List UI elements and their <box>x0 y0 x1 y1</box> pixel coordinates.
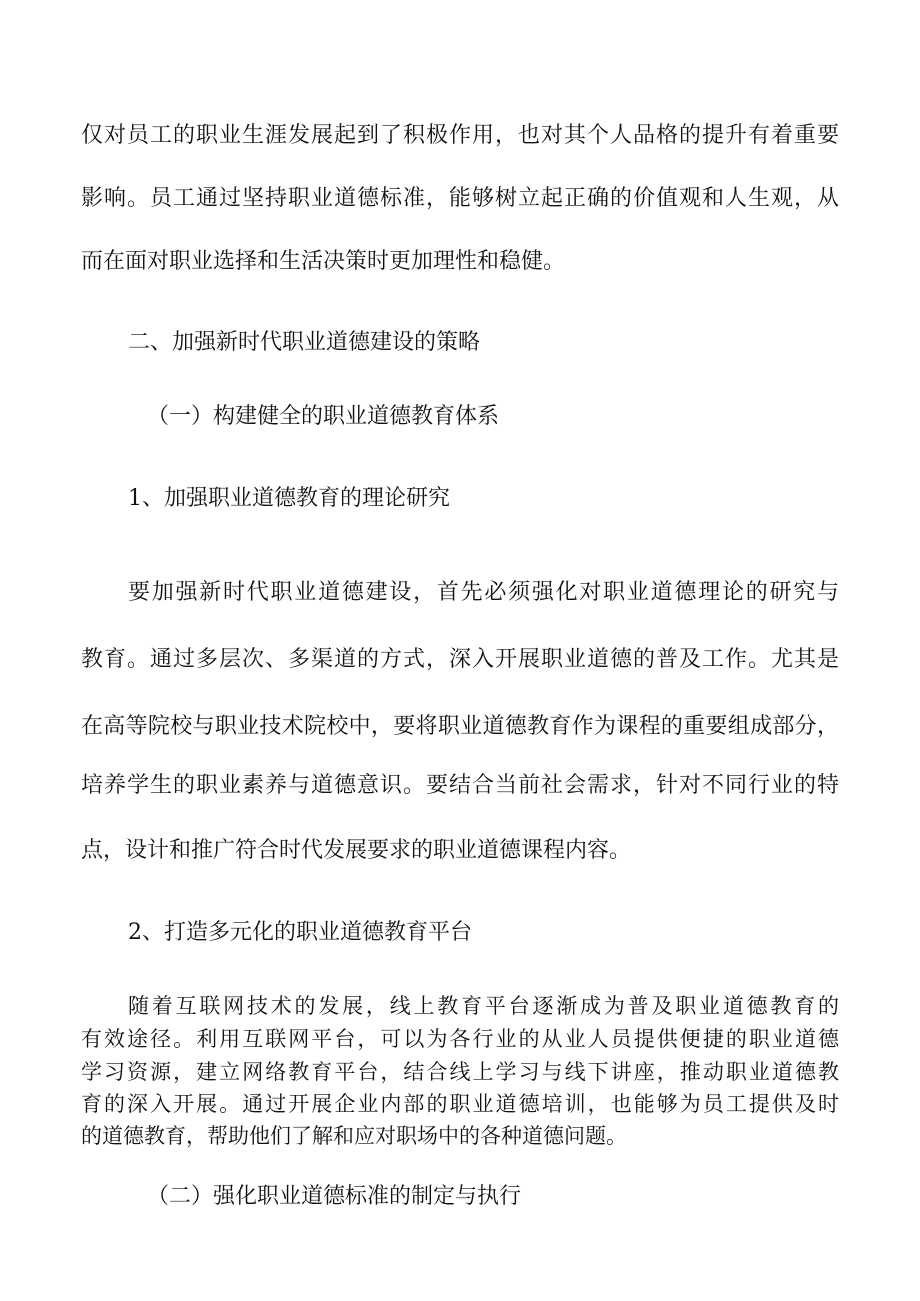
item-heading-2: 2、打造多元化的职业道德教育平台 <box>128 920 472 945</box>
item1-line-4: 培养学生的职业素养与道德意识。要结合当前社会需求，针对不同行业的特 <box>81 773 839 798</box>
item2-line-5: 的道德教育，帮助他们了解和应对职场中的各种道德问题。 <box>81 1124 627 1148</box>
item1-line-1: 要加强新时代职业道德建设，首先必须强化对职业道德理论的研究与 <box>128 580 839 605</box>
intro-line-1: 仅对员工的职业生涯发展起到了积极作用，也对其个人品格的提升有着重要 <box>81 123 839 148</box>
section-heading-2: 二、加强新时代职业道德建设的策略 <box>128 330 481 355</box>
item1-line-2: 教育。通过多层次、多渠道的方式，深入开展职业道德的普及工作。尤其是 <box>81 647 839 672</box>
item1-line-5: 点，设计和推广符合时代发展要求的职业道德课程内容。 <box>81 838 632 863</box>
item2-line-4: 育的深入开展。通过开展企业内部的职业道德培训，也能够为员工提供及时 <box>81 1092 839 1116</box>
item2-line-2: 有效途径。利用互联网平台，可以为各行业的从业人员提供便捷的职业道德 <box>81 1027 839 1051</box>
item-heading-1: 1、加强职业道德教育的理论研究 <box>128 486 450 511</box>
intro-line-2: 影响。员工通过坚持职业道德标准，能够树立起正确的价值观和人生观，从 <box>81 186 839 211</box>
subsection-heading-2: （二）强化职业道德标准的制定与执行 <box>147 1184 522 1209</box>
item2-line-3: 学习资源，建立网络教育平台，结合线上学习与线下讲座，推动职业道德教 <box>81 1060 839 1084</box>
intro-line-3: 而在面对职业选择和生活决策时更加理性和稳健。 <box>81 249 566 274</box>
subsection-heading-1: （一）构建健全的职业道德教育体系 <box>147 404 500 429</box>
item2-line-1: 随着互联网技术的发展，线上教育平台逐渐成为普及职业道德教育的 <box>128 994 839 1018</box>
item1-line-3: 在高等院校与职业技术院校中，要将职业道德教育作为课程的重要组成部分， <box>81 714 839 739</box>
